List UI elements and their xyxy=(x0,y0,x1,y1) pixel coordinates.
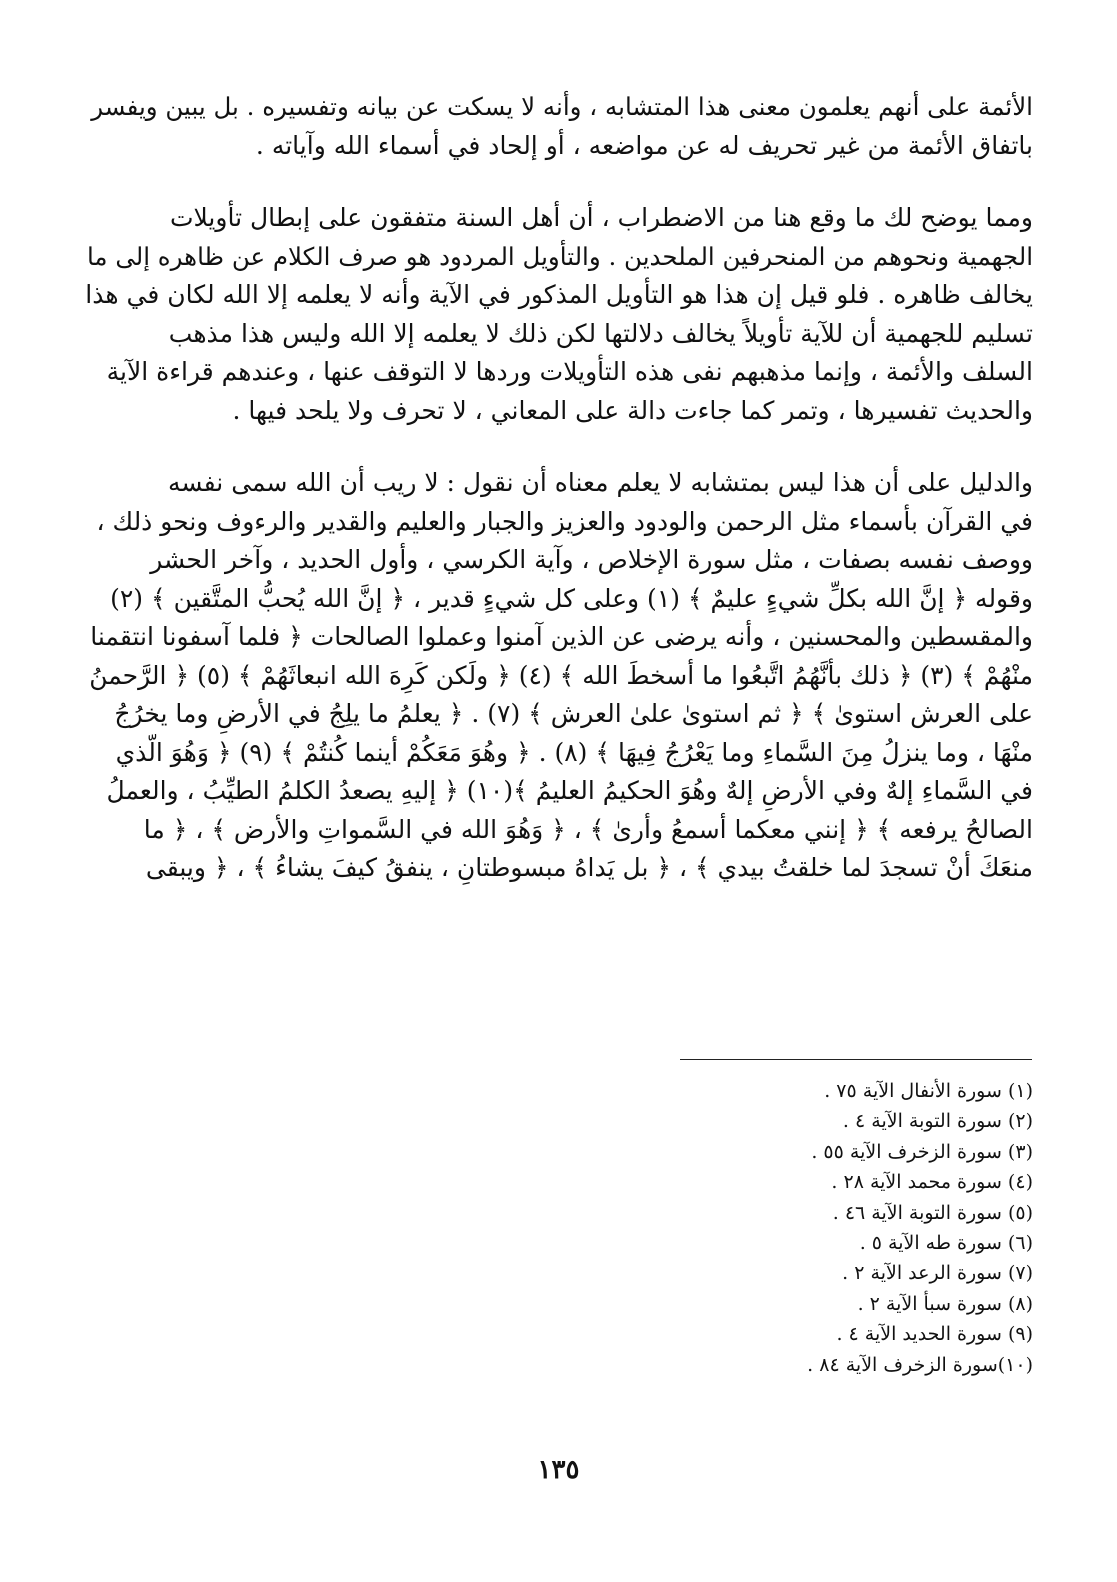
text-line: الجهمية ونحوهم من المنحرفين الملحدين . والتأويل المردود هو صرف الكلام عن ظاهره إلى ما xyxy=(86,241,1033,271)
footnote: (١) سورة الأنفال الآية ٧٥ . xyxy=(824,1080,1033,1102)
main-text xyxy=(85,88,1033,888)
footnote: (٥) سورة التوبة الآية ٤٦ . xyxy=(832,1201,1033,1224)
footnote: (٣) سورة الزخرف الآية ٥٥ . xyxy=(811,1140,1033,1163)
footnote: (٢) سورة التوبة الآية ٤ . xyxy=(842,1110,1033,1133)
text-line: في السَّماءِ إلهٌ وفي الأرضِ إلهٌ وهُوَ الحكيمُ العليمُ ﴾(١٠) ﴿ إليهِ يصعدُ الكلمُ الطيِّبُ ، والعملُ xyxy=(106,776,1033,805)
page-number: ١٣٥ xyxy=(537,1455,580,1485)
text-line: ومما يوضح لك ما وقع هنا من الاضطراب ، أن أهل السنة متفقون على إبطال تأويلات xyxy=(169,203,1033,232)
text-line: يخالف ظاهره . فلو قيل إن هذا هو التأويل المذكور في الآية وأنه لا يعلمه إلا الله لكان في هذا xyxy=(85,280,1033,309)
text-line: الأئمة على أنهم يعلمون معنى هذا المتشابه ، وأنه لا يسكت عن بيانه وتفسيره . بل يبين ويفسر xyxy=(91,92,1033,121)
footnote: (٦) سورة طه الآية ٥ . xyxy=(859,1231,1033,1254)
text-line: ووصف نفسه بصفات ، مثل سورة الإخلاص ، وآية الكرسي ، وأول الحديد ، وآخر الحشر xyxy=(150,545,1033,574)
paragraph-2 xyxy=(85,199,1033,430)
text-line: باتفاق الأئمة من غير تحريف له عن مواضعه ، أو إلحاد في أسماء الله وآياته . xyxy=(255,130,1033,160)
footnote: (٧) سورة الرعد الآية ٢ . xyxy=(842,1262,1033,1285)
footnote: (٩) سورة الحديد الآية ٤ . xyxy=(836,1323,1033,1346)
text-line: الصالحُ يرفعه ﴾ ﴿ إنني معكما أسمعُ وأرىٰ ﴾ ، ﴿ وَهُوَ الله في السَّمواتِ والأرض ﴾ ، ﴿ ما xyxy=(143,814,1033,844)
text-line: السلف والأئمة ، وإنما مذهبهم نفى هذه التأويلات وردها لا التوقف عنها ، وعندهم قراءة الآية xyxy=(106,357,1033,386)
text-line: والدليل على أن هذا ليس بمتشابه لا يعلم معناه أن نقول : لا ريب أن الله سمى نفسه xyxy=(167,468,1033,497)
paragraph-1 xyxy=(85,88,1033,165)
text-line: على العرش استوىٰ ﴾ ﴿ ثم استوىٰ علىٰ العرش ﴾ (٧) . ﴿ يعلمُ ما يلِجُ في الأرضِ وما يخرُجُ xyxy=(114,699,1033,728)
text-line: وقوله ﴿ إنَّ الله بكلِّ شيءٍ عليمٌ ﴾ (١) وعلى كل شيءٍ قدير ، ﴿ إنَّ الله يُحبُّ المتَّقين ﴾ (٢) xyxy=(110,583,1033,613)
text-line: منْهَا ، وما ينزلُ مِنَ السَّماءِ وما يَعْرُجُ فِيهَا ﴾ (٨) . ﴿ وهُوَ مَعَكُمْ أينما كُنتُمْ ﴾ (٩) ﴿ وَهُوَ الَّذي xyxy=(115,737,1033,767)
text-line: والمقسطين والمحسنين ، وأنه يرضى عن الذين آمنوا وعملوا الصالحات ﴿ فلما آسفونا انتقمنا xyxy=(90,622,1033,651)
footnote: (١٠)سورة الزخرف الآية ٨٤ . xyxy=(807,1353,1033,1376)
paragraph-spacer xyxy=(85,165,1033,199)
text-line: والحديث تفسيرها ، وتمر كما جاءت دالة على المعاني ، لا تحرف ولا يلحد فيها . xyxy=(232,395,1033,425)
text-line: منْهُمْ ﴾ (٣) ﴿ ذلك بأنَّهُمُ اتَّبعُوا ما أسخطَ الله ﴾ (٤) ﴿ ولَكن كَرِهَ الله انبعاثَهُمْ ﴾ (٥) ﴿ الرَّحمنُ xyxy=(89,660,1033,690)
text-line: تسليم للجهمية أن للآية تأويلاً يخالف دلالتها لكن ذلك لا يعلمه إلا الله وليس هذا مذهب xyxy=(168,318,1033,348)
footnote: (٨) سورة سبأ الآية ٢ . xyxy=(857,1292,1033,1315)
paragraph-3 xyxy=(85,464,1033,888)
footnote: (٤) سورة محمد الآية ٢٨ . xyxy=(831,1171,1033,1194)
footnote-divider xyxy=(680,1059,1032,1060)
text-line: منعَكَ أنْ تسجدَ لما خلقتُ بيدي ﴾ ، ﴿ بل يَداهُ مبسوطتانِ ، ينفقُ كيفَ يشاءُ ﴾ ، ﴿ ويبقى xyxy=(145,853,1033,882)
footnotes-list xyxy=(713,1076,1033,1380)
text-line: في القرآن بأسماء مثل الرحمن والودود والعزيز والجبار والعليم والقدير والرءوف ونحو ذلك ، xyxy=(96,506,1033,536)
paragraph-spacer xyxy=(85,430,1033,464)
